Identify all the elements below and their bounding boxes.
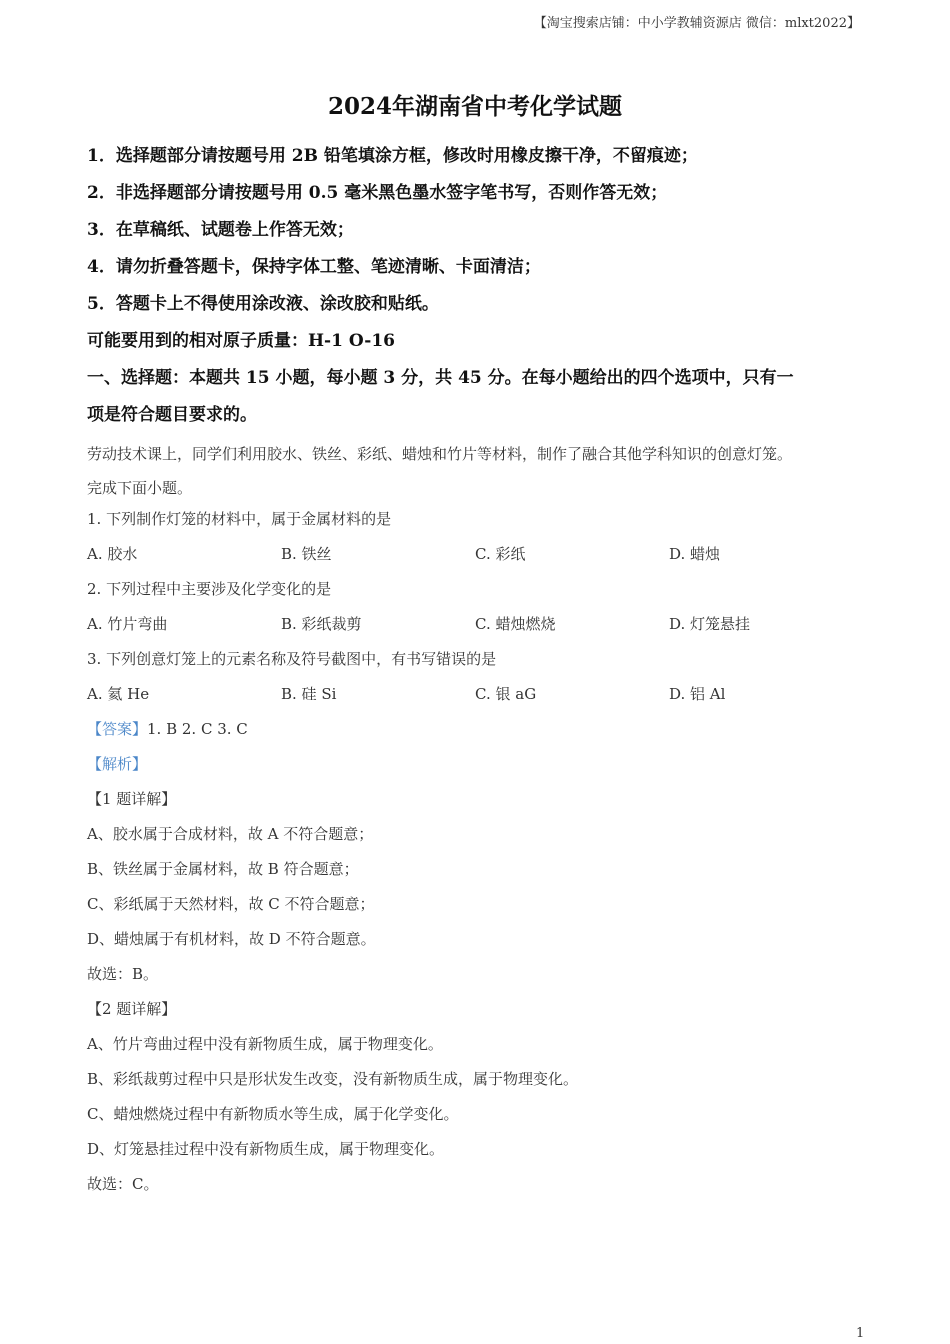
detail-2-line-d: D、灯笼悬挂过程中没有新物质生成，属于物理变化。	[87, 1140, 445, 1158]
detail-1-line-d: D、蜡烛属于有机材料，故 D 不符合题意。	[87, 930, 376, 948]
detail-1-line-b: B、铁丝属于金属材料，故 B 符合题意；	[87, 860, 359, 878]
detail-2-line-b: B、彩纸裁剪过程中只是形状发生改变，没有新物质生成，属于物理变化。	[87, 1070, 579, 1088]
detail-2-title: 【2 题详解】	[87, 1000, 177, 1018]
detail-1-line-c: C、彩纸属于天然材料，故 C 不符合题意；	[87, 895, 375, 913]
q2-option-d: D. 灯笼悬挂	[669, 615, 751, 633]
q2-option-a: A. 竹片弯曲	[87, 615, 168, 633]
page-header: 【淘宝搜索店铺：中小学教辅资源店 微信：mlxt2022】	[533, 16, 860, 31]
q2-option-c: C. 蜡烛燃烧	[475, 615, 556, 633]
q1-options	[87, 539, 887, 574]
intro-line-1: 劳动技术课上，同学们利用胶水、铁丝、彩纸、蜡烛和竹片等材料，制作了融合其他学科知识的创意灯笼。	[87, 445, 793, 463]
document-body	[87, 140, 887, 1204]
detail-2-line-a: A、竹片弯曲过程中没有新物质生成，属于物理变化。	[87, 1035, 443, 1053]
q1-option-d: D. 蜡烛	[669, 545, 721, 563]
analysis-tag: 【解析】	[87, 755, 148, 773]
q3-option-d: D. 铝 Al	[669, 685, 726, 703]
detail-2-choice: 故选：C。	[87, 1175, 159, 1193]
q1-option-a: A. 胶水	[87, 545, 138, 563]
section-heading-2: 项是符合题目要求的。	[87, 405, 257, 425]
q1-option-c: C. 彩纸	[475, 545, 526, 563]
answer-text: 1. B 2. C 3. C	[147, 720, 248, 738]
q1-option-b: B. 铁丝	[281, 545, 332, 563]
page-title: 2024年湖南省中考化学试题	[327, 93, 622, 120]
answer-line	[87, 714, 887, 749]
atomic-mass: 可能要用到的相对原子质量：H-1 O-16	[87, 331, 396, 351]
q2-options	[87, 609, 887, 644]
detail-1-line-a: A、胶水属于合成材料，故 A 不符合题意；	[87, 825, 374, 843]
instruction-4: 4．请勿折叠答题卡，保持字体工整、笔迹清晰、卡面清洁；	[87, 257, 541, 277]
section-heading-1: 一、选择题：本题共 15 小题，每小题 3 分，共 45 分。在每小题给出的四个选项中，只有一	[87, 368, 794, 388]
q1-stem: 1. 下列制作灯笼的材料中，属于金属材料的是	[87, 510, 392, 528]
q2-option-b: B. 彩纸裁剪	[281, 615, 362, 633]
instruction-3: 3．在草稿纸、试题卷上作答无效；	[87, 220, 354, 240]
q3-options	[87, 679, 887, 714]
q3-stem: 3. 下列创意灯笼上的元素名称及符号截图中，有书写错误的是	[87, 650, 497, 668]
q3-option-c: C. 银 aG	[475, 685, 537, 703]
intro-line-2: 完成下面小题。	[87, 479, 193, 497]
instruction-1: 1．选择题部分请按题号用 2B 铅笔填涂方框，修改时用橡皮擦干净，不留痕迹；	[87, 146, 698, 166]
answer-tag: 【答案】	[87, 720, 148, 738]
detail-1-title: 【1 题详解】	[87, 790, 177, 808]
detail-1-choice: 故选：B。	[87, 965, 159, 983]
instruction-2: 2．非选择题部分请按题号用 0.5 毫米黑色墨水签字笔书写，否则作答无效；	[87, 183, 668, 203]
detail-2-line-c: C、蜡烛燃烧过程中有新物质水等生成，属于化学变化。	[87, 1105, 459, 1123]
page-number: 1	[856, 1326, 865, 1341]
q2-stem: 2. 下列过程中主要涉及化学变化的是	[87, 580, 332, 598]
q3-option-a: A. 氦 He	[87, 685, 150, 703]
instruction-5: 5．答题卡上不得使用涂改液、涂改胶和贴纸。	[87, 294, 439, 314]
q3-option-b: B. 硅 Si	[281, 685, 337, 703]
